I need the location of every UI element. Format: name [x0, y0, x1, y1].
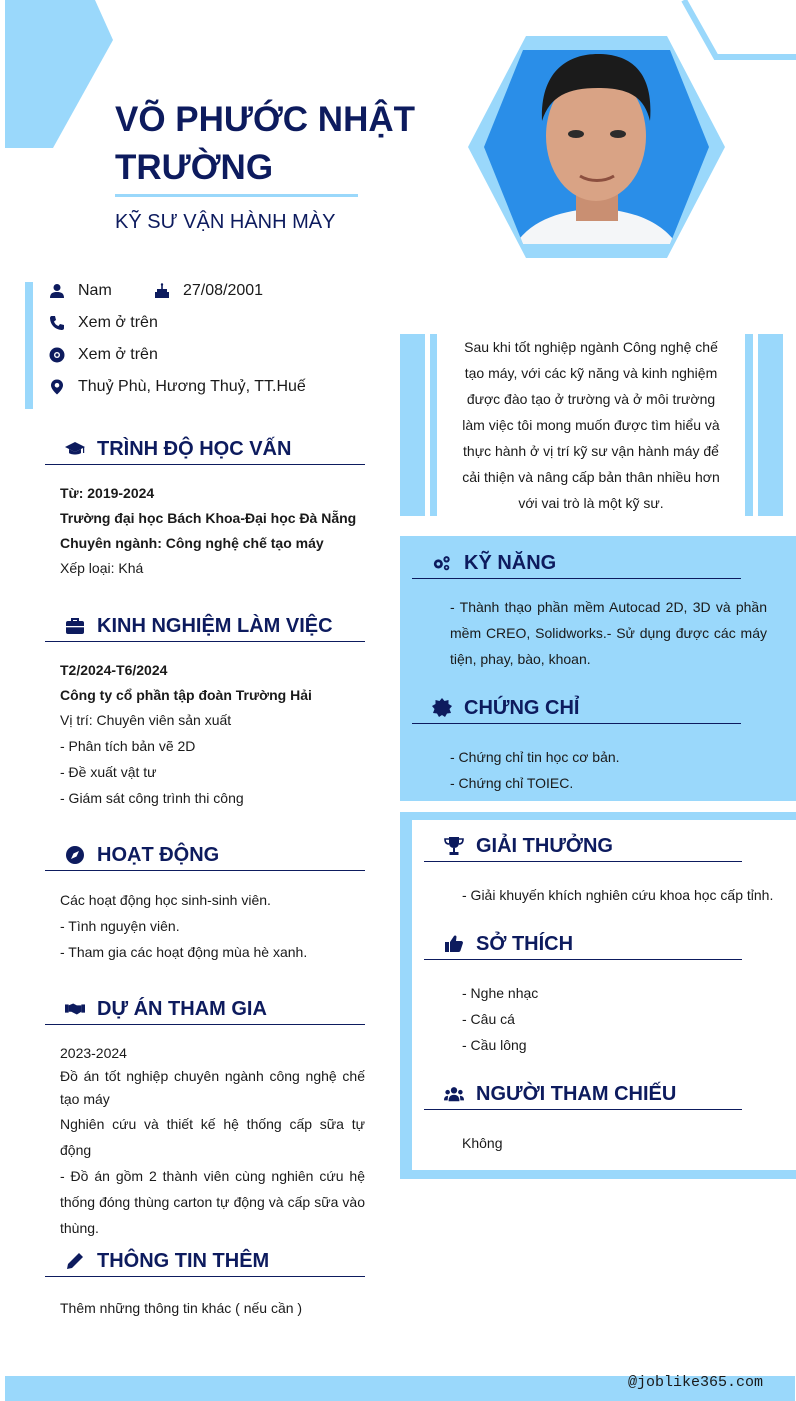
handshake-icon [63, 997, 87, 1021]
user-icon [48, 282, 66, 300]
experience-heading-text: KINH NGHIỆM LÀM VIỆC [97, 614, 333, 637]
job-title: KỸ SƯ VẬN HÀNH MÀY [115, 211, 336, 233]
hobbies-content [462, 980, 762, 1058]
list-item: - Phân tích bản vẽ 2D [60, 738, 196, 754]
list-item: - Đề xuất vật tư [60, 764, 157, 780]
education-period: Từ: 2019-2024 [60, 485, 155, 501]
awards-heading [424, 831, 742, 862]
graduation-cap-icon [63, 437, 87, 461]
experience-position: Vị trí: Chuyên viên sản xuất [60, 712, 232, 728]
education-major: Chuyên ngành: Công nghệ chế tạo máy [60, 535, 324, 551]
users-icon [442, 1082, 466, 1106]
list-item: - Chứng chỉ TOIEC. [450, 775, 574, 791]
projects-content [60, 1042, 365, 1241]
career-objective: Sau khi tốt nghiệp ngành Công nghệ chế tạo máy, với các kỹ năng và kinh nghiệm được đào tạo ở trường và ở môi trường làm việc tôi mong muốn được tìm hiểu và thực hành ở vị trí kỹ sư vận hành máy để cải thiện và nâng cấp bản thân nhiều hơn với vai trò là một kỹ sư. [462, 339, 720, 511]
footer-watermark: @joblike365.com [628, 1374, 764, 1391]
experience-period: T2/2024-T6/2024 [60, 662, 168, 678]
list-item: - Tham gia các hoạt động mùa hè xanh. [60, 944, 308, 960]
name-underline [115, 194, 358, 197]
gender-value: Nam [78, 282, 112, 299]
references-heading-text: NGƯỜI THAM CHIẾU [476, 1082, 677, 1105]
projects-heading [45, 994, 365, 1025]
phone-value: Xem ở trên [78, 314, 158, 331]
hobbies-heading [424, 929, 742, 960]
experience-content [60, 658, 365, 811]
email-value: Xem ở trên [78, 346, 158, 363]
awards-text: - Giải khuyến khích nghiên cứu khoa học cấp tỉnh. [462, 887, 774, 903]
education-content [60, 481, 365, 581]
experience-heading [45, 611, 365, 642]
contact-phone [48, 314, 158, 332]
list-item: Các hoạt động học sinh-sinh viên. [60, 892, 271, 908]
birthday-cake-icon [153, 282, 171, 300]
corner-decoration-left [5, 0, 115, 148]
address-value: Thuỷ Phù, Hương Thuỷ, TT.Huế [78, 378, 306, 395]
projects-description: - Đồ án gồm 2 thành viên cùng nghiên cứu hệ thống đóng thùng carton tự động và cấp sữa vào thùng. [60, 1168, 365, 1236]
list-item: - Chứng chỉ tin học cơ bản. [450, 749, 620, 765]
skills-text: - Thành thạo phần mềm Autocad 2D, 3D và phần mềm CREO, Solidworks.- Sử dụng được các máy tiện, phay, bào, khoan. [450, 599, 767, 667]
experience-company: Công ty cổ phần tập đoàn Trường Hải [60, 687, 312, 703]
list-item: - Giám sát công trình thi công [60, 790, 244, 806]
thumbs-up-icon [442, 932, 466, 956]
projects-heading-text: DỰ ÁN THAM GIA [97, 997, 267, 1020]
contact-address [48, 378, 306, 396]
pencil-icon [63, 1249, 87, 1273]
skills-heading [412, 548, 741, 579]
list-item: - Tình nguyện viên. [60, 918, 180, 934]
education-heading [45, 434, 365, 465]
references-heading [424, 1079, 742, 1110]
references-text: Không [462, 1135, 503, 1151]
education-grade: Xếp loại: Khá [60, 560, 144, 576]
activities-heading [45, 840, 365, 871]
skills-heading-text: KỸ NĂNG [464, 551, 557, 574]
contact-accent-bar [25, 282, 33, 409]
education-school: Trường đại học Bách Khoa-Đại học Đà Nẵng [60, 510, 357, 526]
trophy-icon [442, 834, 466, 858]
compass-icon [63, 843, 87, 867]
more-info-heading-text: THÔNG TIN THÊM [97, 1249, 270, 1272]
activities-heading-text: HOẠT ĐỘNG [97, 843, 220, 866]
certificate-badge-icon [430, 696, 454, 720]
certificates-heading-text: CHỨNG CHỈ [464, 696, 580, 719]
phone-icon [48, 314, 66, 332]
gears-icon [430, 551, 454, 575]
email-at-icon [48, 346, 66, 364]
awards-heading-text: GIẢI THƯỞNG [476, 834, 613, 857]
location-pin-icon [48, 378, 66, 396]
more-info-heading [45, 1246, 365, 1277]
dob-value: 27/08/2001 [183, 282, 264, 299]
contact-dob [153, 282, 263, 300]
hobbies-heading-text: SỞ THÍCH [476, 932, 574, 955]
briefcase-icon [63, 614, 87, 638]
avatar [468, 36, 725, 258]
contact-email [48, 346, 158, 364]
education-heading-text: TRÌNH ĐỘ HỌC VẤN [97, 437, 292, 460]
certificates-content [450, 744, 767, 796]
certificates-heading [412, 693, 741, 724]
projects-period: 2023-2024 [60, 1045, 127, 1061]
more-info-text: Thêm những thông tin khác ( nếu cần ) [60, 1300, 303, 1316]
list-item: - Câu cá [462, 1011, 515, 1027]
activities-content [60, 887, 365, 965]
list-item: - Nghe nhạc [462, 985, 539, 1001]
contact-gender [48, 282, 112, 300]
projects-title: Đồ án tốt nghiệp chuyên ngành công nghệ chế tạo máy [60, 1068, 365, 1107]
list-item: - Cầu lông [462, 1037, 527, 1053]
projects-subtitle: Nghiên cứu và thiết kế hệ thống cấp sữa tự động [60, 1116, 365, 1158]
candidate-name: VÕ PHƯỚC NHẬT TRƯỜNG [115, 100, 416, 187]
